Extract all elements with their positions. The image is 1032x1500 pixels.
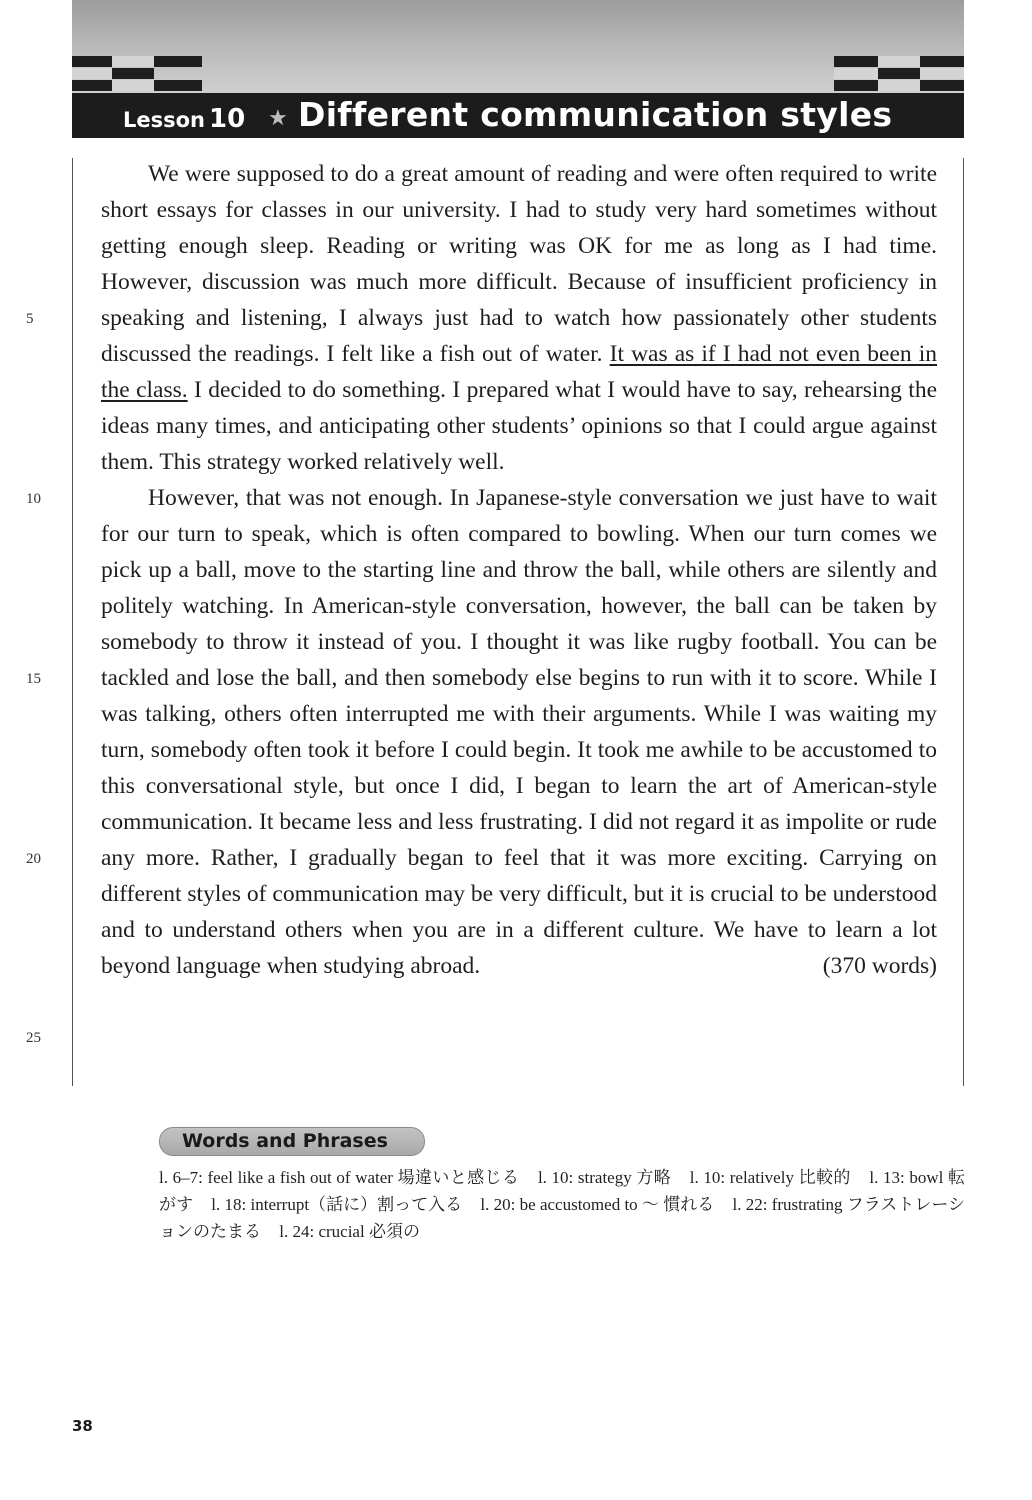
reading-passage [101,156,937,984]
decor-tile [154,56,202,67]
decor-tile [834,68,878,79]
vocab-item: l. 10: strategy 方略 [537,1168,672,1187]
star-icon: ★ [268,106,288,131]
decor-tile [878,68,920,79]
decor-tile [878,80,920,91]
lesson-title: Different communication styles [298,95,893,134]
decor-tile [112,68,154,79]
underlined-sentence: It was as if I had not even been in the class. [101,341,938,403]
decor-tile [920,68,964,79]
decor-tile [920,80,964,91]
left-margin-rule [72,158,73,1086]
decor-tile [112,80,154,91]
vocab-item: l. 13: bowl 転がす [159,1168,965,1214]
lesson-label: Lesson 10 [123,104,246,134]
vocabulary-list [159,1164,965,1245]
right-margin-rule [963,158,964,1086]
decor-tile [920,56,964,67]
word-count: (370 words) [822,953,937,979]
vocab-item: l. 24: crucial 必須の [279,1222,420,1241]
line-number: 5 [26,311,34,327]
decor-tile [834,56,878,67]
vocab-item: l. 6–7: feel like a fish out of water 場違いと感じる [159,1168,520,1187]
lesson-number: 10 [209,104,246,134]
paragraph-1: We were supposed to do a great amount of reading and were often required to write short essays for classes in our university. I had to study very hard sometimes without getting enough sleep. Reading or writing was OK for me as long as I had time. However, discussion was much more difficult. Because of insufficient proficiency in speaking and listening, I always just had to watch how passionately other students discussed the readings. I felt like a fish out of water. It was as if I had not even been in the class. I decided to do something. I prepared what I would have to say, rehearsing the ideas many times, and anticipating other students’ opinions so that I could argue against them. This strategy worked relatively well. [101,161,938,475]
decor-tile [834,80,878,91]
decor-tile [878,56,920,67]
decor-tile [112,56,154,67]
line-number: 25 [26,1030,41,1046]
lesson-title-bar [72,93,964,138]
page-number: 38 [72,1417,93,1435]
line-number: 20 [26,851,41,867]
decor-tile [72,80,112,91]
line-number: 10 [26,491,41,507]
paragraph-2: However, that was not enough. In Japanese-style conversation we just have to wait for our turn to speak, which is often compared to bowling. When our turn comes we pick up a ball, move to the starting line and throw the ball, while others are silently and politely watching. In American-style conversation, however, the ball can be taken by somebody to throw it instead of you. I thought it was like rugby football. You can be tackled and lose the ball, and then somebody else begins to run with it to score. While I was talking, others often interrupted me with their arguments. While I was waiting my turn, somebody often took it before I could begin. It took me awhile to be accustomed to this conversational style, but once I did, I began to learn the art of American-style communication. It became less and less frustrating. I did not regard it as impolite or rude any more. Rather, I gradually began to feel that it was more exciting. Carrying on different styles of communication may be very difficult, but it is crucial to be understood and to understand others when you are in a different culture. We have to learn a lot beyond language when studying abroad. (370 words) [101,480,937,984]
decor-tile [72,68,112,79]
words-and-phrases-label: Words and Phrases [159,1127,425,1156]
vocab-item: l. 18: interrupt（話に）割って入る [211,1195,463,1214]
vocab-item: l. 22: frustrating フラストレーションのたまる [159,1195,966,1241]
decor-tile [72,56,112,67]
line-number: 15 [26,671,41,687]
vocab-item: l. 10: relatively 比較的 [689,1168,851,1187]
header-banner-top [72,0,964,93]
decor-tile [154,80,202,91]
vocab-item: l. 20: be accustomed to ～ 慣れる [480,1195,715,1214]
